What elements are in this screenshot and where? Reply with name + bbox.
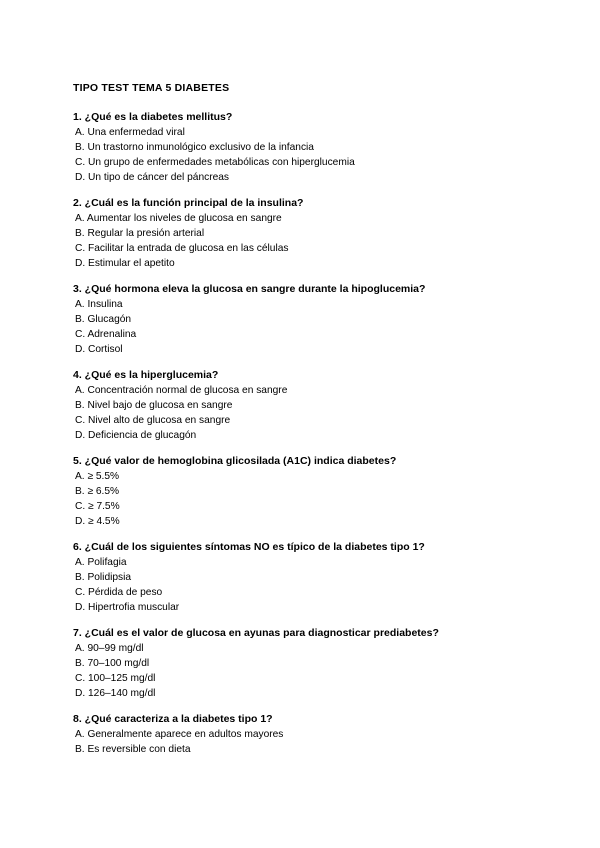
question-text: 4. ¿Qué es la hiperglucemia? bbox=[73, 369, 219, 381]
answer-option: A. 90–99 mg/dl bbox=[75, 643, 144, 654]
answer-option: B. Nivel bajo de glucosa en sangre bbox=[75, 400, 233, 411]
answer-option: B. Un trastorno inmunológico exclusivo de la infancia bbox=[75, 142, 314, 153]
question-text: 5. ¿Qué valor de hemoglobina glicosilada (A1C) indica diabetes? bbox=[73, 455, 397, 467]
answer-option: B. Polidipsia bbox=[75, 572, 132, 583]
answer-option: D. Deficiencia de glucagón bbox=[75, 430, 197, 441]
question-block bbox=[73, 540, 553, 615]
answer-option: B. ≥ 6.5% bbox=[75, 486, 120, 497]
answer-option: C. Nivel alto de glucosa en sangre bbox=[75, 415, 231, 426]
answer-option: D. 126–140 mg/dl bbox=[75, 688, 156, 699]
question-text: 2. ¿Cuál es la función principal de la insulina? bbox=[73, 197, 304, 209]
question-block bbox=[73, 368, 553, 443]
answer-option: A. Generalmente aparece en adultos mayores bbox=[75, 729, 284, 740]
answer-option: B. 70–100 mg/dl bbox=[75, 658, 150, 669]
answer-option: D. ≥ 4.5% bbox=[75, 516, 120, 527]
question-block bbox=[73, 454, 553, 529]
question-list bbox=[73, 110, 553, 757]
question-block bbox=[73, 626, 553, 701]
answer-option: A. Polifagia bbox=[75, 557, 127, 568]
question-text: 3. ¿Qué hormona eleva la glucosa en sangre durante la hipoglucemia? bbox=[73, 283, 426, 295]
document-title: TIPO TEST TEMA 5 DIABETES bbox=[73, 82, 230, 94]
question-text: 8. ¿Qué caracteriza a la diabetes tipo 1? bbox=[73, 713, 273, 725]
question-text: 1. ¿Qué es la diabetes mellitus? bbox=[73, 111, 233, 123]
question-block bbox=[73, 196, 553, 271]
answer-option: A. Concentración normal de glucosa en sangre bbox=[75, 385, 288, 396]
answer-option: A. Una enfermedad viral bbox=[75, 127, 185, 138]
answer-option: C. ≥ 7.5% bbox=[75, 501, 120, 512]
answer-option: D. Un tipo de cáncer del páncreas bbox=[75, 172, 230, 183]
answer-option: A. Aumentar los niveles de glucosa en sangre bbox=[75, 213, 282, 224]
answer-option: C. Un grupo de enfermedades metabólicas con hiperglucemia bbox=[75, 157, 355, 168]
question-block bbox=[73, 110, 553, 185]
question-block bbox=[73, 712, 553, 757]
question-block bbox=[73, 282, 553, 357]
answer-option: B. Glucagón bbox=[75, 314, 132, 325]
answer-option: C. Facilitar la entrada de glucosa en las células bbox=[75, 243, 289, 254]
answer-option: A. ≥ 5.5% bbox=[75, 471, 120, 482]
answer-option: B. Es reversible con dieta bbox=[75, 744, 191, 755]
answer-option: D. Cortisol bbox=[75, 344, 123, 355]
answer-option: C. 100–125 mg/dl bbox=[75, 673, 156, 684]
document-page bbox=[73, 82, 553, 768]
answer-option: C. Pérdida de peso bbox=[75, 587, 163, 598]
question-text: 7. ¿Cuál es el valor de glucosa en ayunas para diagnosticar prediabetes? bbox=[73, 627, 439, 639]
question-text: 6. ¿Cuál de los siguientes síntomas NO es típico de la diabetes tipo 1? bbox=[73, 541, 425, 553]
answer-option: D. Estimular el apetito bbox=[75, 258, 175, 269]
answer-option: A. Insulina bbox=[75, 299, 123, 310]
answer-option: D. Hipertrofia muscular bbox=[75, 602, 180, 613]
answer-option: C. Adrenalina bbox=[75, 329, 137, 340]
answer-option: B. Regular la presión arterial bbox=[75, 228, 205, 239]
